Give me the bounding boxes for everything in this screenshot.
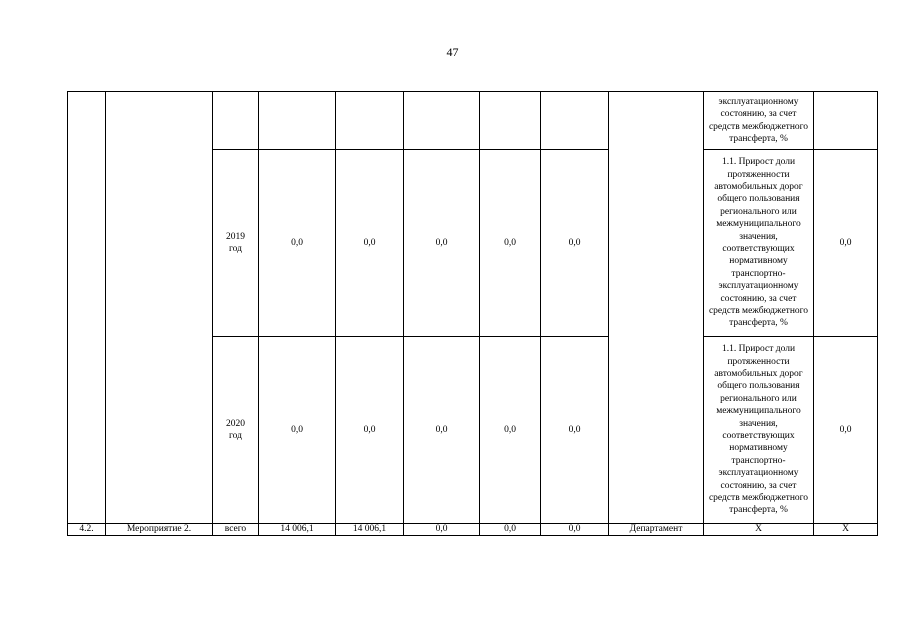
value-cell: 14 006,1 — [336, 524, 404, 536]
target-value-cell: 0,0 — [814, 337, 878, 524]
value-cell: 0,0 — [336, 337, 404, 524]
value-cell: 0,0 — [336, 150, 404, 337]
value-cell: 14 006,1 — [259, 524, 336, 536]
target-value-cell: 0,0 — [814, 150, 878, 337]
year-cell — [213, 92, 259, 150]
indicator-cell: 1.1. Прирост доли протяженности автомобильных дорог общего пользования регионального или межмуниципального значения, соответствующих нормативному транспортно-эксплуатационному состоянию, за счет средств межбюджетного трансферта, % — [704, 337, 814, 524]
year-cell — [213, 150, 259, 337]
year-suffix: год — [229, 431, 242, 441]
value-cell: 0,0 — [480, 524, 541, 536]
value-cell — [336, 92, 404, 150]
target-value-cell: Х — [814, 524, 878, 536]
indicator-cell: эксплуатационному состоянию, за счет средств межбюджетного трансферта, % — [704, 92, 814, 150]
value-cell — [541, 92, 609, 150]
value-cell: 0,0 — [404, 337, 480, 524]
indicator-cell: 1.1. Прирост доли протяженности автомобильных дорог общего пользования регионального или межмуниципального значения, соответствующих нормативному транспортно-эксплуатационному состоянию, за счет средств межбюджетного трансферта, % — [704, 150, 814, 337]
value-cell — [480, 92, 541, 150]
year-label: 2019 — [226, 231, 245, 242]
value-cell: 0,0 — [404, 150, 480, 337]
table-row — [68, 524, 878, 536]
value-cell — [404, 92, 480, 150]
number-cell: 4.2. — [68, 524, 106, 536]
value-cell — [259, 92, 336, 150]
value-cell: 0,0 — [541, 337, 609, 524]
number-cell-empty — [68, 92, 106, 524]
year-cell: всего — [213, 524, 259, 536]
value-cell: 0,0 — [480, 337, 541, 524]
budget-table — [67, 91, 878, 536]
year-cell — [213, 337, 259, 524]
value-cell: 0,0 — [480, 150, 541, 337]
indicator-cell: Х — [704, 524, 814, 536]
value-cell: 0,0 — [259, 337, 336, 524]
name-cell-empty — [106, 92, 213, 524]
value-cell: 0,0 — [541, 524, 609, 536]
executor-cell: Департамент — [609, 524, 704, 536]
year-label: 2020 — [226, 418, 245, 429]
page-number: 47 — [446, 45, 459, 59]
value-cell: 0,0 — [259, 150, 336, 337]
executor-cell-empty — [609, 92, 704, 524]
year-suffix: год — [229, 244, 242, 254]
value-cell: 0,0 — [404, 524, 480, 536]
name-cell: Мероприятие 2. — [106, 524, 213, 536]
table-row — [68, 92, 878, 150]
target-value-cell — [814, 92, 878, 150]
value-cell: 0,0 — [541, 150, 609, 337]
